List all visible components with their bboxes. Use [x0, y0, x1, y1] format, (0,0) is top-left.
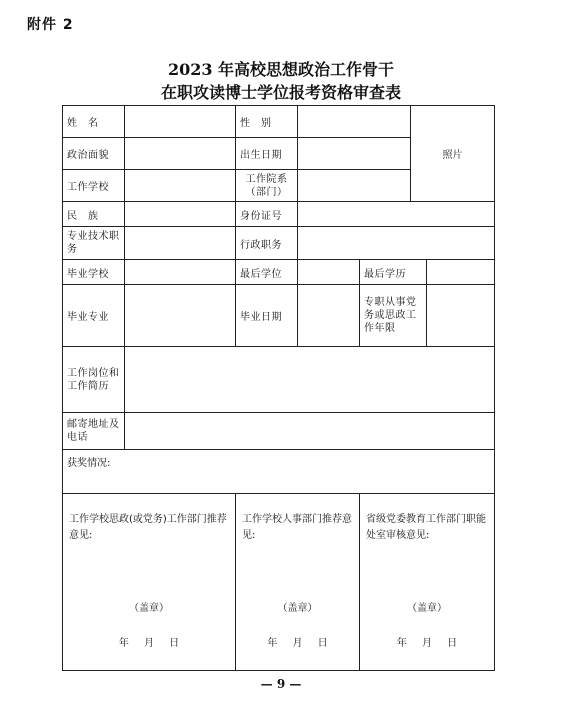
value-last-education[interactable] [427, 260, 495, 285]
value-major[interactable] [125, 285, 236, 347]
label-last-education: 最后学历 [360, 260, 427, 285]
label-birth-date: 出生日期 [236, 138, 298, 170]
date-label-2: 年 月 日 [267, 638, 328, 649]
value-ethnicity[interactable] [125, 202, 236, 227]
value-name[interactable] [125, 106, 236, 138]
seal-label-1: （盖章） [129, 603, 169, 614]
label-work-years: 专职从事党务或思政工作年限 [360, 285, 427, 347]
qualification-review-form [62, 105, 495, 671]
value-work-department[interactable] [298, 170, 411, 202]
label-awards: 获奖情况: [67, 458, 111, 469]
attachment-label: 附件 2 [27, 17, 74, 33]
label-name: 姓 名 [63, 106, 125, 138]
value-birth-date[interactable] [298, 138, 411, 170]
value-last-degree[interactable] [298, 260, 360, 285]
label-job-history: 工作岗位和工作简历 [63, 347, 125, 413]
opinion-label-1: 工作学校思政(或党务)工作部门推荐意见: [69, 514, 227, 541]
date-label-3: 年 月 日 [396, 638, 458, 649]
value-admin-position[interactable] [298, 227, 495, 260]
value-work-years[interactable] [427, 285, 495, 347]
label-professional-title: 专业技术职 务 [63, 227, 125, 260]
value-grad-school[interactable] [125, 260, 236, 285]
awards-field[interactable] [63, 450, 495, 494]
value-work-school[interactable] [125, 170, 236, 202]
opinion-box-1[interactable] [63, 494, 236, 671]
value-job-history[interactable] [125, 347, 495, 413]
value-mailing-address[interactable] [125, 413, 495, 450]
value-professional-title[interactable] [125, 227, 236, 260]
opinion-box-3[interactable] [360, 494, 495, 671]
opinion-box-2[interactable] [236, 494, 360, 671]
form-title-line1: 2023 年高校思想政治工作骨干 [167, 60, 395, 79]
seal-label-3: （盖章） [407, 603, 447, 614]
opinion-label-2: 工作学校人事部门推荐意见: [242, 514, 352, 541]
label-grad-school: 毕业学校 [63, 260, 125, 285]
label-major: 毕业专业 [63, 285, 125, 347]
label-work-department: 工作院系（部门） [236, 170, 298, 202]
label-mailing-address: 邮寄地址及电话 [63, 413, 125, 450]
label-admin-position: 行政职务 [236, 227, 298, 260]
opinion-label-3: 省级党委教育工作部门职能处室审核意见: [366, 514, 486, 541]
value-gender[interactable] [298, 106, 411, 138]
value-political-status[interactable] [125, 138, 236, 170]
photo-box[interactable]: 照片 [411, 106, 495, 202]
form-title-line2: 在职攻读博士学位报考资格审查表 [160, 83, 401, 102]
label-id-number: 身份证号 [236, 202, 298, 227]
label-political-status: 政治面貌 [63, 138, 125, 170]
label-work-school: 工作学校 [63, 170, 125, 202]
value-id-number[interactable] [298, 202, 495, 227]
label-last-degree: 最后学位 [236, 260, 298, 285]
label-ethnicity: 民 族 [63, 202, 125, 227]
seal-label-2: （盖章） [277, 603, 318, 614]
label-gender: 性 别 [236, 106, 298, 138]
value-grad-date[interactable] [298, 285, 360, 347]
date-label-1: 年 月 日 [118, 638, 180, 649]
label-grad-date: 毕业日期 [236, 285, 298, 347]
page-number: — 9 — [260, 677, 302, 691]
